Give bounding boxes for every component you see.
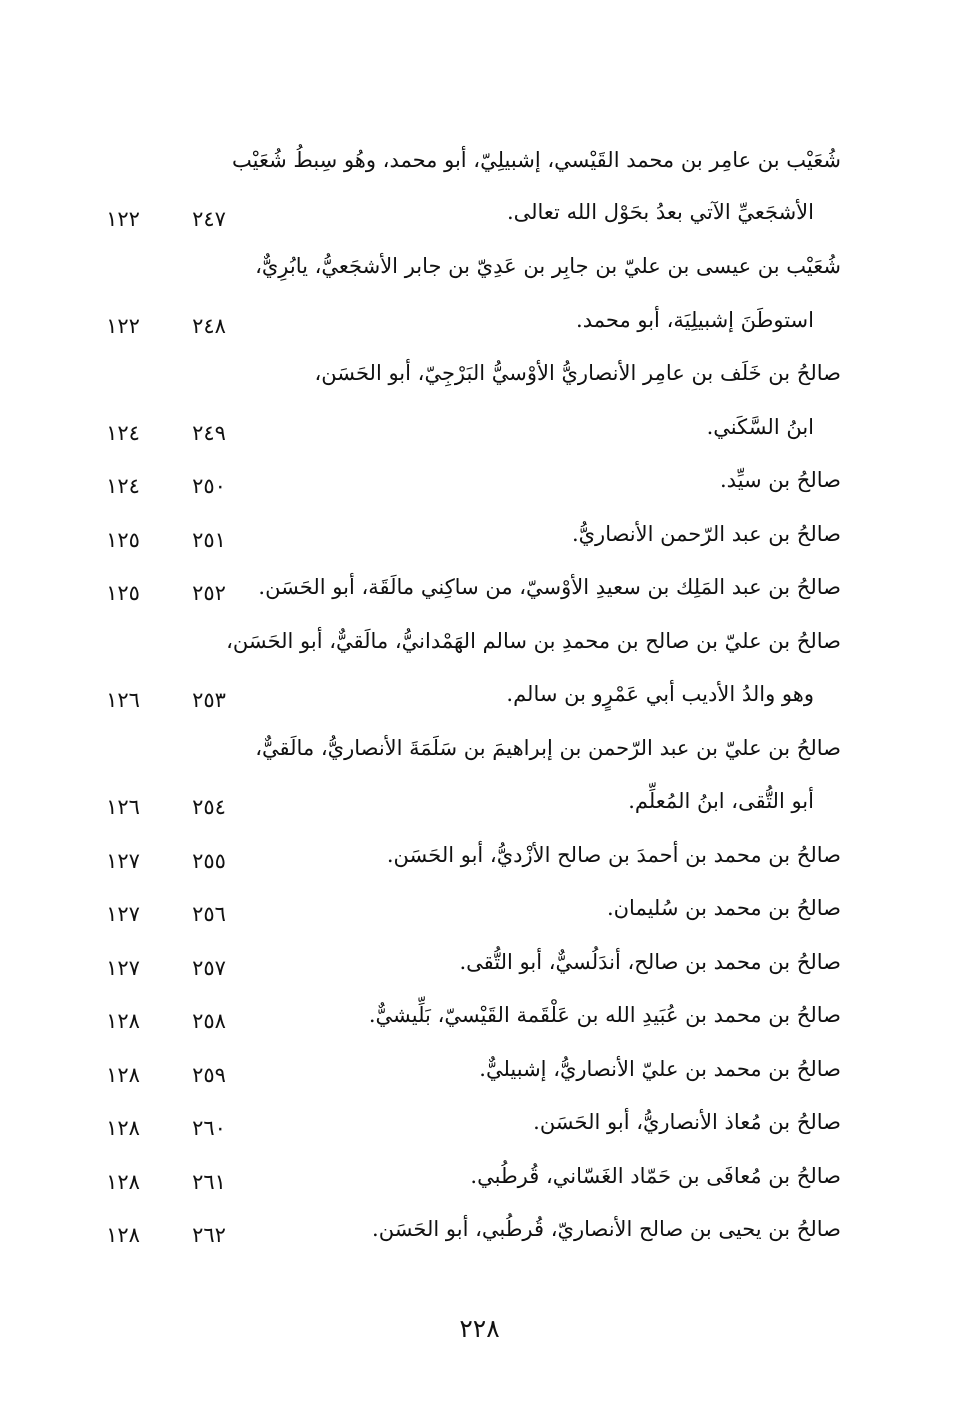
entry-line: صالحُ بن خَلَف بن عامِر الأنصاريُّ الأوْسيُّ البَرْجِيّ، أبو الحَسَن،: [314, 361, 841, 385]
entry-number: ٢٥٨: [192, 1009, 226, 1033]
page-reference: ١٢٥: [106, 528, 140, 552]
page-reference: ١٢٢: [106, 314, 140, 338]
entry-number: ٢٦١: [192, 1170, 226, 1194]
entry-number: ٢٥٩: [192, 1063, 226, 1087]
entry-line: صالحُ بن عليّ بن عبد الرّحمن بن إبراهيمَ بن سَلَمَةَ الأنصاريُّ، مالَقيٌّ،: [255, 736, 841, 760]
entry-line: شُعَيْب بن عيسى بن عليّ بن جابِر بن عَدِيّ بن جابر الأشجَعيُّ، يابُرِيٌّ،: [255, 254, 841, 278]
entry-line: صالحُ بن عبد الرّحمن الأنصاريُّ.: [571, 522, 841, 546]
entry-number: ٢٦٢: [192, 1223, 226, 1247]
page-reference: ١٢٨: [106, 1116, 140, 1140]
entry-line: صالحُ بن محمد بن أحمدَ بن صالح الأزْديُّ، أبو الحَسَن.: [386, 843, 841, 867]
page-reference: ١٢٦: [106, 795, 140, 819]
page-number: ٢٢٨: [459, 1314, 500, 1343]
page-reference: ١٢٥: [106, 581, 140, 605]
page-reference: ١٢٢: [106, 207, 140, 231]
entry-line: صالحُ بن مُعاذ الأنصاريُّ، أبو الحَسَن.: [533, 1110, 841, 1134]
entry-line: صالحُ بن سيِّد.: [720, 468, 841, 492]
entry-number: ٢٥٤: [192, 795, 226, 819]
page-reference: ١٢٧: [106, 956, 140, 980]
entry-line: صالحُ بن مُعافَى بن حَمّاد الغَسّاني، قُرطُبي.: [470, 1164, 841, 1188]
entry-line: صالحُ بن يحيى بن صالح الأنصاريّ، قُرطُبي، أبو الحَسَن.: [372, 1217, 841, 1241]
entry-line: شُعَيْب بن عامِر بن محمد القَيْسي، إشبيلِيّ، أبو محمد، وهُو سِبطُ شُعَيْب: [232, 148, 841, 172]
entry-line: صالحُ بن محمد بن عليّ الأنصاريُّ، إشبيليٌّ.: [479, 1057, 841, 1081]
page-reference: ١٢٦: [106, 688, 140, 712]
entry-line: استوطَنَ إشبيلِيَة، أبو محمد.: [576, 308, 814, 332]
page-reference: ١٢٨: [106, 1063, 140, 1087]
entry-number: ٢٤٨: [192, 314, 226, 338]
page-reference: ١٢٤: [106, 474, 140, 498]
entry-line: وهو والدُ الأديب أبي عَمْرٍو بن سالم.: [506, 682, 814, 706]
entry-number: ٢٦٠: [192, 1116, 226, 1140]
entry-number: ٢٥٧: [192, 956, 226, 980]
entry-number: ٢٥٣: [192, 688, 226, 712]
entry-line: صالحُ بن عبد المَلِك بن سعيدِ الأوْسيّ، من ساكِني مالَقَة، أبو الحَسَن.: [258, 575, 841, 599]
page-reference: ١٢٧: [106, 849, 140, 873]
entry-line: صالحُ بن محمد بن سُليمان.: [606, 896, 841, 920]
entry-number: ٢٤٧: [192, 207, 226, 231]
entry-line: ابنُ السَّكَني.: [706, 415, 814, 439]
entry-line: صالحُ بن محمد بن عُبَيدِ الله بن عَلْقَمة القَيْسيّ، بَلِّيشيٌّ.: [368, 1003, 841, 1027]
entry-line: الأشجَعيِّ الآتي بعدُ بحَوْل الله تعالى.: [506, 200, 814, 224]
entry-number: ٢٥٥: [192, 849, 226, 873]
entry-number: ٢٤٩: [192, 421, 226, 445]
entry-line: أبو التُّقى، ابنُ المُعلِّم.: [628, 789, 814, 813]
entry-line: صالحُ بن محمد بن صالح، أندَلُسيٌّ، أبو التُّقى.: [459, 950, 841, 974]
entry-number: ٢٥٦: [192, 902, 226, 926]
page-reference: ١٢٧: [106, 902, 140, 926]
entry-number: ٢٥١: [192, 528, 226, 552]
entry-line: صالحُ بن عليّ بن صالح بن محمدِ بن سالم الهَمْدانيُّ، مالَقيٌّ، أبو الحَسَن،: [226, 629, 841, 653]
page-reference: ١٢٨: [106, 1170, 140, 1194]
page-reference: ١٢٨: [106, 1223, 140, 1247]
entry-number: ٢٥٢: [192, 581, 226, 605]
page-reference: ١٢٨: [106, 1009, 140, 1033]
entry-number: ٢٥٠: [192, 474, 226, 498]
page-reference: ١٢٤: [106, 421, 140, 445]
